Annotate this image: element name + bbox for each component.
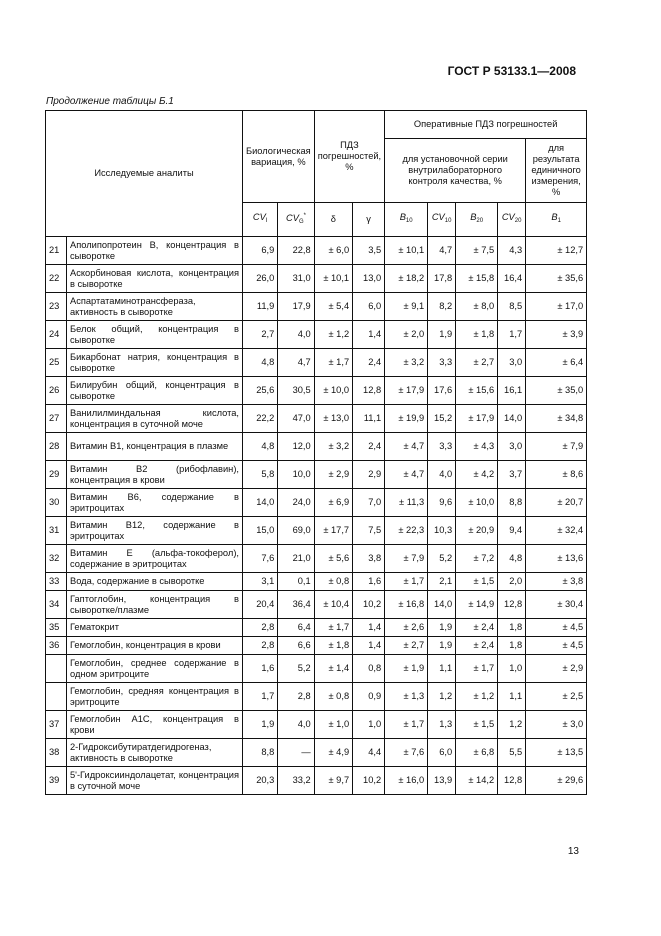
value-cell: 13,9: [428, 767, 456, 795]
value-cell: ± 4,7: [385, 433, 428, 461]
value-cell: ± 3,8: [526, 573, 587, 591]
table-row: [46, 321, 587, 349]
value-cell: ± 3,2: [385, 349, 428, 377]
value-cell: ± 2,4: [456, 619, 498, 637]
value-cell: ± 7,9: [385, 545, 428, 573]
value-cell: 31,0: [278, 265, 314, 293]
value-cell: 8,8: [498, 489, 526, 517]
value-cell: ± 35,6: [526, 265, 587, 293]
value-cell: ± 18,2: [385, 265, 428, 293]
value-cell: ± 17,9: [456, 405, 498, 433]
value-cell: 1,8: [498, 637, 526, 655]
analyte-name: Аполипопротеин В, концентрация в сыворотке: [67, 237, 243, 265]
header-single: для результата единичного измерения, %: [526, 139, 587, 203]
value-cell: 3,7: [498, 461, 526, 489]
value-cell: ± 3,2: [314, 433, 352, 461]
value-cell: ± 11,3: [385, 489, 428, 517]
table-row: [46, 573, 587, 591]
value-cell: 3,0: [498, 433, 526, 461]
value-cell: ± 0,8: [314, 573, 352, 591]
value-cell: ± 29,6: [526, 767, 587, 795]
value-cell: ± 3,9: [526, 321, 587, 349]
value-cell: ± 5,6: [314, 545, 352, 573]
value-cell: 14,0: [498, 405, 526, 433]
value-cell: ± 7,5: [456, 237, 498, 265]
value-cell: 25,6: [243, 377, 278, 405]
value-cell: 1,7: [498, 321, 526, 349]
value-cell: 1,6: [353, 573, 385, 591]
value-cell: ± 13,0: [314, 405, 352, 433]
value-cell: 24,0: [278, 489, 314, 517]
value-cell: 7,0: [353, 489, 385, 517]
value-cell: 15,2: [428, 405, 456, 433]
value-cell: ± 4,3: [456, 433, 498, 461]
value-cell: 7,5: [353, 517, 385, 545]
value-cell: 1,4: [353, 637, 385, 655]
value-cell: 12,8: [498, 591, 526, 619]
header-delta: δ: [314, 203, 352, 237]
value-cell: ± 22,3: [385, 517, 428, 545]
value-cell: ± 4,2: [456, 461, 498, 489]
value-cell: ± 2,5: [526, 683, 587, 711]
value-cell: ± 19,9: [385, 405, 428, 433]
value-cell: 2,8: [278, 683, 314, 711]
value-cell: ± 4,7: [385, 461, 428, 489]
row-number: 37: [46, 711, 67, 739]
analyte-name: Ванилилминдальная кислота, концентрация в суточной моче: [67, 405, 243, 433]
value-cell: 30,5: [278, 377, 314, 405]
value-cell: ± 1,2: [456, 683, 498, 711]
value-cell: 2,0: [498, 573, 526, 591]
value-cell: 5,8: [243, 461, 278, 489]
value-cell: ± 8,0: [456, 293, 498, 321]
analyte-name: Гемоглобин, концентрация в крови: [67, 637, 243, 655]
value-cell: 17,8: [428, 265, 456, 293]
value-cell: 21,0: [278, 545, 314, 573]
value-cell: 4,8: [243, 349, 278, 377]
value-cell: ± 17,7: [314, 517, 352, 545]
value-cell: ± 15,8: [456, 265, 498, 293]
value-cell: ± 1,7: [314, 349, 352, 377]
analyte-name: Витамин Е (альфа-токоферол), содержание в эритроцитах: [67, 545, 243, 573]
value-cell: 0,8: [353, 655, 385, 683]
value-cell: 6,4: [278, 619, 314, 637]
value-cell: 2,8: [243, 637, 278, 655]
row-number: 35: [46, 619, 67, 637]
header-operative-pdz: Оперативные ПДЗ погрешностей: [385, 111, 587, 139]
value-cell: ± 14,9: [456, 591, 498, 619]
value-cell: 1,0: [498, 655, 526, 683]
value-cell: 3,8: [353, 545, 385, 573]
page-number: 13: [567, 846, 579, 857]
value-cell: 14,0: [243, 489, 278, 517]
value-cell: 17,6: [428, 377, 456, 405]
table-row: [46, 739, 587, 767]
value-cell: ± 10,1: [314, 265, 352, 293]
value-cell: 4,4: [353, 739, 385, 767]
value-cell: ± 10,0: [314, 377, 352, 405]
value-cell: —: [278, 739, 314, 767]
value-cell: ± 7,9: [526, 433, 587, 461]
value-cell: 6,9: [243, 237, 278, 265]
row-number: [46, 683, 67, 711]
value-cell: ± 1,5: [456, 711, 498, 739]
value-cell: ± 8,6: [526, 461, 587, 489]
value-cell: ± 2,7: [385, 637, 428, 655]
value-cell: 4,0: [428, 461, 456, 489]
value-cell: ± 6,8: [456, 739, 498, 767]
value-cell: 5,2: [278, 655, 314, 683]
table-row: [46, 591, 587, 619]
value-cell: ± 1,8: [456, 321, 498, 349]
row-number: 22: [46, 265, 67, 293]
value-cell: 3,3: [428, 349, 456, 377]
value-cell: 5,2: [428, 545, 456, 573]
analyte-name: Гематокрит: [67, 619, 243, 637]
value-cell: 1,9: [243, 711, 278, 739]
value-cell: 9,6: [428, 489, 456, 517]
header-gamma: γ: [353, 203, 385, 237]
value-cell: 1,9: [428, 321, 456, 349]
value-cell: 12,8: [353, 377, 385, 405]
value-cell: ± 15,6: [456, 377, 498, 405]
value-cell: 8,8: [243, 739, 278, 767]
analyte-name: Аспартатаминотрансфераза, активность в сыворотке: [67, 293, 243, 321]
value-cell: 20,4: [243, 591, 278, 619]
row-number: 31: [46, 517, 67, 545]
row-number: 21: [46, 237, 67, 265]
value-cell: 1,4: [353, 619, 385, 637]
row-number: 27: [46, 405, 67, 433]
value-cell: 17,9: [278, 293, 314, 321]
value-cell: 2,1: [428, 573, 456, 591]
value-cell: 10,2: [353, 767, 385, 795]
value-cell: ± 4,5: [526, 619, 587, 637]
table-row: [46, 683, 587, 711]
value-cell: 2,4: [353, 349, 385, 377]
table-row: [46, 349, 587, 377]
header-bio-variation: Биологическая вариация, %: [243, 111, 315, 203]
value-cell: 1,1: [498, 683, 526, 711]
header-cvg: $CV_G^*$: [278, 203, 314, 237]
value-cell: ± 2,6: [385, 619, 428, 637]
header-pdz: ПДЗ погрешностей, %: [314, 111, 384, 203]
value-cell: 4,3: [498, 237, 526, 265]
value-cell: 6,0: [353, 293, 385, 321]
value-cell: ± 12,7: [526, 237, 587, 265]
table-row: [46, 545, 587, 573]
value-cell: ± 1,8: [314, 637, 352, 655]
value-cell: 4,7: [278, 349, 314, 377]
header-series: для установочной серии внутрилабораторного контроля качества, %: [385, 139, 526, 203]
value-cell: ± 9,7: [314, 767, 352, 795]
value-cell: 11,9: [243, 293, 278, 321]
row-number: [46, 655, 67, 683]
value-cell: 3,5: [353, 237, 385, 265]
value-cell: 15,0: [243, 517, 278, 545]
value-cell: 1,2: [498, 711, 526, 739]
value-cell: ± 1,2: [314, 321, 352, 349]
value-cell: ± 6,4: [526, 349, 587, 377]
value-cell: ± 7,2: [456, 545, 498, 573]
value-cell: 2,4: [353, 433, 385, 461]
analyte-name: Аскорбиновая кислота, концентрация в сыворотке: [67, 265, 243, 293]
row-number: 26: [46, 377, 67, 405]
value-cell: ± 14,2: [456, 767, 498, 795]
value-cell: 3,1: [243, 573, 278, 591]
table-row: [46, 265, 587, 293]
value-cell: ± 13,6: [526, 545, 587, 573]
analyte-name: Гаптоглобин, концентрация в сыворотке/плазме: [67, 591, 243, 619]
analyte-name: Витамин В2 (рибофлавин), концентрация в крови: [67, 461, 243, 489]
value-cell: 36,4: [278, 591, 314, 619]
value-cell: ± 2,0: [385, 321, 428, 349]
value-cell: ± 1,5: [456, 573, 498, 591]
data-table: [45, 110, 587, 795]
value-cell: 2,7: [243, 321, 278, 349]
value-cell: ± 20,9: [456, 517, 498, 545]
analyte-name: Витамин В12, содержание в эритроцитах: [67, 517, 243, 545]
value-cell: 22,8: [278, 237, 314, 265]
value-cell: 1,7: [243, 683, 278, 711]
row-number: 28: [46, 433, 67, 461]
value-cell: 1,3: [428, 711, 456, 739]
value-cell: 22,2: [243, 405, 278, 433]
value-cell: ± 6,9: [314, 489, 352, 517]
value-cell: ± 6,0: [314, 237, 352, 265]
value-cell: 13,0: [353, 265, 385, 293]
value-cell: 1,4: [353, 321, 385, 349]
analyte-name: Билирубин общий, концентрация в сыворотке: [67, 377, 243, 405]
table-row: [46, 489, 587, 517]
value-cell: 7,6: [243, 545, 278, 573]
table-caption: Продолжение таблицы Б.1: [46, 96, 174, 107]
value-cell: 10,2: [353, 591, 385, 619]
value-cell: ± 0,8: [314, 683, 352, 711]
value-cell: ± 32,4: [526, 517, 587, 545]
value-cell: 16,1: [498, 377, 526, 405]
value-cell: ± 35,0: [526, 377, 587, 405]
value-cell: ± 10,4: [314, 591, 352, 619]
value-cell: 20,3: [243, 767, 278, 795]
value-cell: ± 1,7: [385, 711, 428, 739]
value-cell: ± 34,8: [526, 405, 587, 433]
value-cell: 11,1: [353, 405, 385, 433]
value-cell: 6,0: [428, 739, 456, 767]
value-cell: 2,9: [353, 461, 385, 489]
value-cell: ± 1,9: [385, 655, 428, 683]
value-cell: 16,4: [498, 265, 526, 293]
row-number: 33: [46, 573, 67, 591]
table-row: [46, 433, 587, 461]
value-cell: ± 9,1: [385, 293, 428, 321]
value-cell: ± 2,4: [456, 637, 498, 655]
value-cell: 1,0: [353, 711, 385, 739]
value-cell: 1,8: [498, 619, 526, 637]
row-number: 24: [46, 321, 67, 349]
value-cell: 9,4: [498, 517, 526, 545]
table-row: [46, 405, 587, 433]
value-cell: ± 2,9: [314, 461, 352, 489]
value-cell: ± 2,9: [526, 655, 587, 683]
row-number: 39: [46, 767, 67, 795]
value-cell: ± 17,9: [385, 377, 428, 405]
value-cell: ± 4,9: [314, 739, 352, 767]
value-cell: 14,0: [428, 591, 456, 619]
value-cell: 12,0: [278, 433, 314, 461]
value-cell: ± 1,7: [314, 619, 352, 637]
value-cell: ± 20,7: [526, 489, 587, 517]
value-cell: 3,3: [428, 433, 456, 461]
value-cell: ± 16,8: [385, 591, 428, 619]
value-cell: 1,9: [428, 619, 456, 637]
header-cv10: $CV_{10}$: [428, 203, 456, 237]
table-row: [46, 619, 587, 637]
table-row: [46, 637, 587, 655]
table-row: [46, 377, 587, 405]
value-cell: 10,3: [428, 517, 456, 545]
value-cell: ± 30,4: [526, 591, 587, 619]
value-cell: 1,2: [428, 683, 456, 711]
value-cell: 8,2: [428, 293, 456, 321]
row-number: 32: [46, 545, 67, 573]
table-row: [46, 711, 587, 739]
value-cell: ± 1,7: [456, 655, 498, 683]
value-cell: 3,0: [498, 349, 526, 377]
value-cell: 5,5: [498, 739, 526, 767]
value-cell: 8,5: [498, 293, 526, 321]
header-cvi: $CV_I$: [243, 203, 278, 237]
value-cell: 47,0: [278, 405, 314, 433]
document-id: ГОСТ Р 53133.1—2008: [447, 64, 576, 78]
row-number: 25: [46, 349, 67, 377]
row-number: 30: [46, 489, 67, 517]
value-cell: 12,8: [498, 767, 526, 795]
value-cell: 2,8: [243, 619, 278, 637]
header-b10: $B_{10}$: [385, 203, 428, 237]
analyte-name: Гемоглобин А1С, концентрация в крови: [67, 711, 243, 739]
value-cell: ± 1,3: [385, 683, 428, 711]
value-cell: 1,9: [428, 637, 456, 655]
value-cell: 0,9: [353, 683, 385, 711]
value-cell: ± 7,6: [385, 739, 428, 767]
value-cell: ± 17,0: [526, 293, 587, 321]
row-number: 34: [46, 591, 67, 619]
analyte-name: Витамин В6, содержание в эритроцитах: [67, 489, 243, 517]
value-cell: ± 1,0: [314, 711, 352, 739]
analyte-name: Вода, содержание в сыворотке: [67, 573, 243, 591]
value-cell: ± 1,7: [385, 573, 428, 591]
row-number: 36: [46, 637, 67, 655]
value-cell: 6,6: [278, 637, 314, 655]
value-cell: 10,0: [278, 461, 314, 489]
analyte-name: 2-Гидроксибутиратдегидрогеназ, активность в сыворотке: [67, 739, 243, 767]
value-cell: 33,2: [278, 767, 314, 795]
analyte-name: 5'-Гидроксииндолацетат, концентрация в суточной моче: [67, 767, 243, 795]
analyte-name: Витамин В1, концентрация в плазме: [67, 433, 243, 461]
value-cell: ± 2,7: [456, 349, 498, 377]
analyte-name: Гемоглобин, средняя концентрация в эритроците: [67, 683, 243, 711]
row-number: 23: [46, 293, 67, 321]
header-cv20: $CV_{20}$: [498, 203, 526, 237]
value-cell: ± 16,0: [385, 767, 428, 795]
table-row: [46, 767, 587, 795]
value-cell: 26,0: [243, 265, 278, 293]
header-analytes: Исследуемые аналиты: [46, 111, 243, 237]
value-cell: 4,0: [278, 711, 314, 739]
value-cell: ± 10,0: [456, 489, 498, 517]
value-cell: 4,8: [498, 545, 526, 573]
value-cell: 4,0: [278, 321, 314, 349]
value-cell: 1,6: [243, 655, 278, 683]
header-b20: $B_{20}$: [456, 203, 498, 237]
value-cell: 1,1: [428, 655, 456, 683]
analyte-name: Белок общий, концентрация в сыворотке: [67, 321, 243, 349]
table-row: [46, 655, 587, 683]
header-b1: $B_1$: [526, 203, 587, 237]
value-cell: ± 13,5: [526, 739, 587, 767]
row-number: 38: [46, 739, 67, 767]
table-row: [46, 461, 587, 489]
value-cell: ± 1,4: [314, 655, 352, 683]
value-cell: 4,8: [243, 433, 278, 461]
row-number: 29: [46, 461, 67, 489]
analyte-name: Гемоглобин, среднее содержание в одном эритроците: [67, 655, 243, 683]
table-row: [46, 517, 587, 545]
table-row: [46, 237, 587, 265]
value-cell: ± 10,1: [385, 237, 428, 265]
value-cell: ± 3,0: [526, 711, 587, 739]
value-cell: 4,7: [428, 237, 456, 265]
analyte-name: Бикарбонат натрия, концентрация в сыворотке: [67, 349, 243, 377]
value-cell: 69,0: [278, 517, 314, 545]
value-cell: 0,1: [278, 573, 314, 591]
value-cell: ± 5,4: [314, 293, 352, 321]
table-row: [46, 293, 587, 321]
value-cell: ± 4,5: [526, 637, 587, 655]
